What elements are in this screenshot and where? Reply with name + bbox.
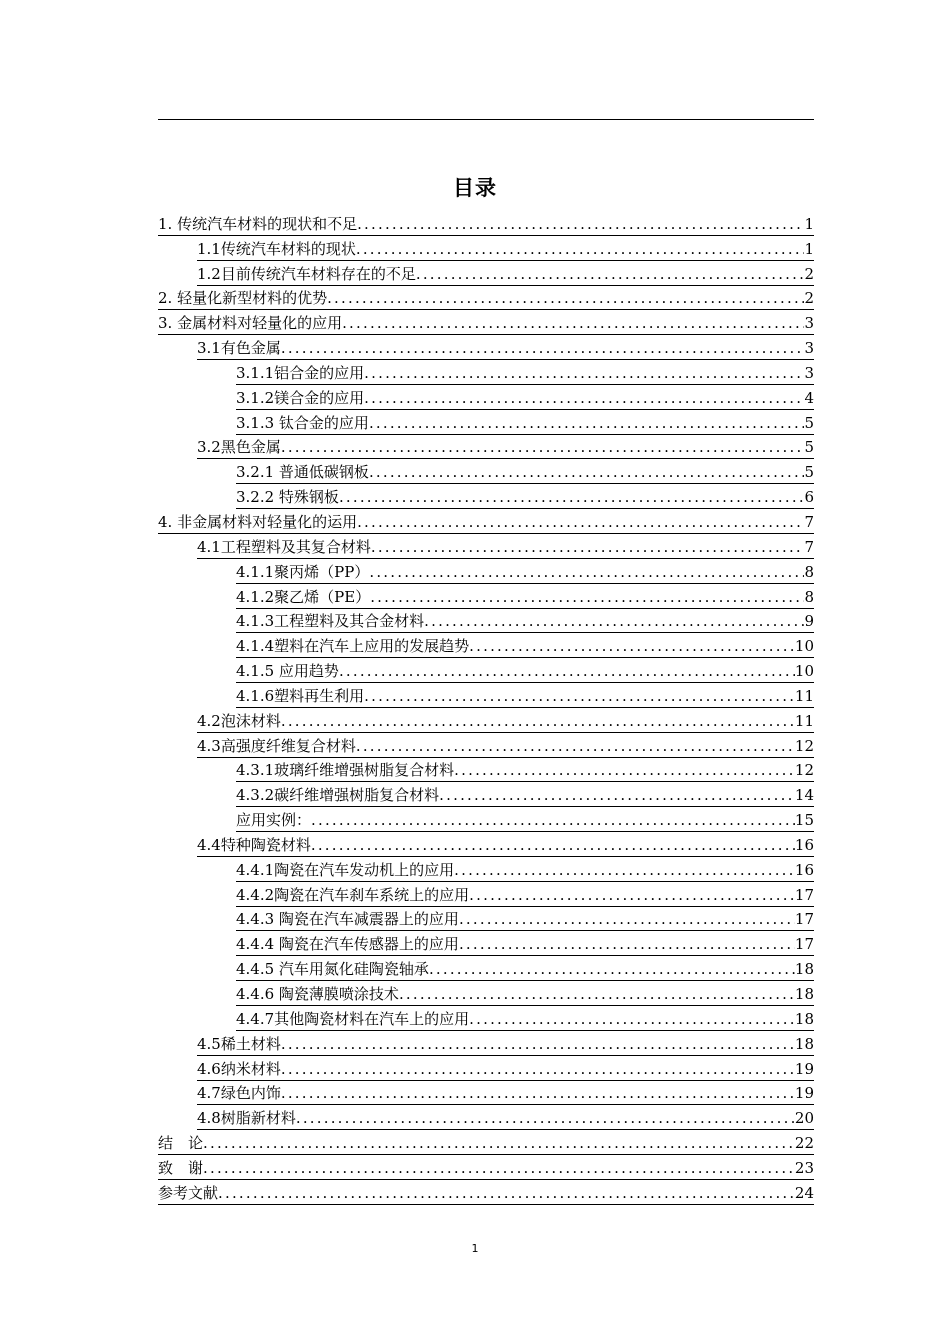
toc-entry-page: 5 bbox=[804, 438, 814, 457]
toc-entry[interactable] bbox=[197, 708, 814, 733]
toc-dot-leader bbox=[203, 1133, 795, 1154]
toc-entry-page: 8 bbox=[804, 587, 814, 606]
toc-entry[interactable] bbox=[236, 559, 814, 584]
toc-entry-label: 4.5稀土材料 bbox=[197, 1034, 281, 1053]
toc-entry-label: 4.4.2陶瓷在汽车刹车系统上的应用 bbox=[236, 885, 470, 904]
toc-dot-leader bbox=[357, 512, 804, 533]
toc-dot-leader bbox=[339, 661, 795, 682]
toc-entry[interactable] bbox=[236, 907, 814, 932]
toc-dot-leader bbox=[399, 984, 795, 1005]
toc-entry-label: 4.3.2碳纤维增强树脂复合材料 bbox=[236, 786, 440, 805]
toc-dot-leader bbox=[369, 413, 805, 434]
toc-entry-label: 3.1.2镁合金的应用 bbox=[236, 388, 365, 407]
toc-entry[interactable] bbox=[236, 758, 814, 783]
toc-entry-label: 4.1工程塑料及其复合材料 bbox=[197, 537, 371, 556]
toc-entry[interactable] bbox=[158, 1180, 814, 1205]
toc-entry-label: 3.2.1 普通低碳钢板 bbox=[236, 463, 369, 482]
toc-dot-leader bbox=[424, 611, 804, 632]
toc-title: 目录 bbox=[453, 176, 497, 200]
toc-dot-leader bbox=[439, 785, 795, 806]
toc-entry[interactable] bbox=[236, 782, 814, 807]
toc-dot-leader bbox=[203, 1158, 795, 1179]
toc-entry-page: 1 bbox=[804, 239, 814, 258]
toc-entry-label: 4.6纳米材料 bbox=[197, 1059, 281, 1078]
toc-entry-page: 1 bbox=[804, 214, 814, 233]
toc-dot-leader bbox=[416, 264, 805, 285]
toc-entry-page: 23 bbox=[794, 1158, 814, 1177]
toc-entry-label: 3. 金属材料对轻量化的应用 bbox=[158, 314, 343, 333]
toc-entry-label: 4.1.3工程塑料及其合金材料 bbox=[236, 612, 425, 631]
toc-entry-page: 5 bbox=[804, 413, 814, 432]
toc-entry-label: 4.4.3 陶瓷在汽车减震器上的应用 bbox=[236, 910, 459, 929]
toc-dot-leader bbox=[339, 487, 805, 508]
toc-entry-page: 6 bbox=[804, 488, 814, 507]
toc-entry-label: 参考文献 bbox=[158, 1183, 219, 1202]
toc-entry-page: 18 bbox=[794, 985, 814, 1003]
toc-entry-page: 3 bbox=[804, 314, 814, 333]
toc-entry-label: 4.3高强度纤维复合材料 bbox=[197, 736, 356, 755]
toc-entry-page: 7 bbox=[804, 537, 814, 556]
toc-entry-label: 1.1传统汽车材料的现状 bbox=[197, 239, 356, 258]
toc-entry-label: 3.2黑色金属 bbox=[197, 438, 281, 457]
toc-entry-label: 应用实例： bbox=[236, 811, 312, 830]
toc-dot-leader bbox=[356, 736, 795, 757]
toc-entry-page: 20 bbox=[794, 1109, 814, 1128]
toc-entry-page: 14 bbox=[794, 786, 814, 805]
toc-dot-leader bbox=[281, 1059, 795, 1080]
toc-entry[interactable] bbox=[197, 733, 814, 758]
toc-entry[interactable] bbox=[236, 360, 814, 385]
toc-dot-leader bbox=[281, 1083, 795, 1104]
toc-entry[interactable] bbox=[236, 484, 814, 509]
toc-entry-label: 4.4.1陶瓷在汽车发动机上的应用 bbox=[236, 860, 455, 879]
toc-dot-leader bbox=[469, 1009, 795, 1030]
toc-entry[interactable] bbox=[197, 435, 814, 460]
toc-entry[interactable] bbox=[158, 509, 814, 534]
toc-entry-page: 17 bbox=[794, 910, 814, 929]
toc-dot-leader bbox=[370, 587, 804, 608]
toc-entry[interactable] bbox=[236, 882, 814, 907]
toc-entry-page: 4 bbox=[804, 388, 814, 407]
toc-entry[interactable] bbox=[236, 459, 814, 484]
toc-dot-leader bbox=[364, 686, 795, 707]
toc-entry-page: 15 bbox=[794, 811, 814, 830]
toc-entry-page: 2 bbox=[804, 289, 814, 308]
toc-entry-page: 22 bbox=[794, 1134, 814, 1153]
toc-entry[interactable] bbox=[236, 981, 814, 1006]
toc-entry-label: 4.1.6塑料再生利用 bbox=[236, 686, 365, 705]
toc-entry-page: 3 bbox=[804, 339, 814, 358]
toc-entry-label: 4.4特种陶瓷材料 bbox=[197, 835, 311, 854]
toc-entry-label: 4.1.2聚乙烯（PE） bbox=[236, 587, 371, 606]
toc-entry-page: 10 bbox=[794, 662, 814, 681]
toc-entry-page: 17 bbox=[794, 935, 814, 954]
toc-entry[interactable] bbox=[236, 956, 814, 981]
toc-entry[interactable] bbox=[158, 211, 814, 236]
toc-dot-leader bbox=[364, 388, 804, 409]
toc-entry-label: 4.8树脂新材料 bbox=[197, 1109, 296, 1128]
toc-dot-leader bbox=[469, 636, 795, 657]
toc-entry-label: 3.2.2 特殊钢板 bbox=[236, 488, 339, 507]
toc-entry-label: 4.4.7其他陶瓷材料在汽车上的应用 bbox=[236, 1009, 470, 1028]
toc-entry-label: 4. 非金属材料对轻量化的运用 bbox=[158, 512, 358, 531]
toc-entry[interactable] bbox=[197, 1031, 814, 1056]
toc-entry-page: 18 bbox=[794, 960, 814, 979]
toc-entry-page: 5 bbox=[804, 463, 814, 482]
toc-dot-leader bbox=[364, 363, 804, 384]
toc-entry[interactable] bbox=[197, 261, 814, 286]
toc-dot-leader bbox=[429, 959, 795, 980]
toc-entry-label: 3.1.3 钛合金的应用 bbox=[236, 413, 369, 432]
toc-dot-leader bbox=[369, 462, 805, 483]
toc-entry[interactable] bbox=[158, 310, 814, 335]
toc-entry-label: 4.2泡沫材料 bbox=[197, 711, 281, 730]
table-of-contents bbox=[158, 211, 814, 1205]
toc-entry-label: 4.1.4塑料在汽车上应用的发展趋势 bbox=[236, 637, 470, 656]
toc-dot-leader bbox=[281, 711, 795, 732]
toc-dot-leader bbox=[281, 1034, 795, 1055]
toc-dot-leader bbox=[281, 437, 805, 458]
toc-entry-page: 18 bbox=[794, 1009, 814, 1028]
toc-entry-label: 4.3.1玻璃纤维增强树脂复合材料 bbox=[236, 761, 455, 780]
toc-entry-label: 2. 轻量化新型材料的优势 bbox=[158, 289, 328, 308]
toc-entry-label: 4.7绿色内饰 bbox=[197, 1084, 281, 1103]
toc-entry[interactable] bbox=[236, 658, 814, 683]
toc-entry[interactable] bbox=[236, 857, 814, 882]
toc-entry[interactable] bbox=[236, 410, 814, 435]
toc-dot-leader bbox=[311, 835, 795, 856]
toc-entry-page: 17 bbox=[794, 885, 814, 904]
toc-dot-leader bbox=[356, 239, 805, 260]
toc-entry-label: 结 论 bbox=[158, 1134, 204, 1153]
header-rule bbox=[158, 119, 814, 120]
toc-dot-leader bbox=[342, 313, 804, 334]
toc-dot-leader bbox=[311, 810, 795, 831]
toc-entry-page: 19 bbox=[794, 1059, 814, 1078]
toc-dot-leader bbox=[459, 909, 795, 930]
toc-entry[interactable] bbox=[197, 832, 814, 857]
toc-entry[interactable] bbox=[236, 609, 814, 634]
toc-entry[interactable] bbox=[236, 931, 814, 956]
toc-entry[interactable] bbox=[197, 1056, 814, 1081]
toc-entry[interactable] bbox=[236, 584, 814, 609]
toc-entry-page: 8 bbox=[804, 562, 814, 581]
toc-entry-page: 24 bbox=[794, 1183, 814, 1202]
toc-entry-page: 19 bbox=[794, 1084, 814, 1103]
toc-dot-leader bbox=[459, 934, 795, 955]
toc-entry-label: 4.1.5 应用趋势 bbox=[236, 662, 339, 681]
toc-entry[interactable] bbox=[158, 1130, 814, 1155]
toc-entry[interactable] bbox=[236, 385, 814, 410]
toc-entry-page: 9 bbox=[804, 612, 814, 631]
toc-entry-page: 2 bbox=[804, 264, 814, 283]
toc-entry[interactable] bbox=[236, 807, 814, 832]
toc-dot-leader bbox=[357, 214, 804, 235]
toc-dot-leader bbox=[369, 562, 804, 583]
toc-entry[interactable] bbox=[197, 534, 814, 559]
toc-dot-leader bbox=[469, 885, 795, 906]
toc-dot-leader bbox=[454, 760, 795, 781]
toc-entry-label: 3.1有色金属 bbox=[197, 339, 281, 358]
toc-entry-page: 18 bbox=[794, 1034, 814, 1053]
toc-entry-page: 7 bbox=[804, 512, 814, 531]
toc-entry[interactable] bbox=[197, 335, 814, 360]
toc-entry-label: 3.1.1铝合金的应用 bbox=[236, 363, 365, 382]
toc-dot-leader bbox=[281, 338, 805, 359]
toc-entry-page: 3 bbox=[804, 363, 814, 382]
toc-entry[interactable] bbox=[158, 1155, 814, 1180]
toc-entry[interactable] bbox=[158, 286, 814, 311]
toc-entry[interactable] bbox=[236, 1006, 814, 1031]
toc-entry-label: 4.4.6 陶瓷薄膜喷涂技术 bbox=[236, 985, 399, 1003]
toc-entry-page: 11 bbox=[794, 686, 814, 705]
toc-entry[interactable] bbox=[236, 683, 814, 708]
toc-entry-page: 11 bbox=[794, 711, 814, 730]
toc-dot-leader bbox=[218, 1183, 795, 1204]
toc-dot-leader bbox=[454, 860, 795, 881]
toc-entry[interactable] bbox=[197, 1081, 814, 1106]
toc-entry-page: 16 bbox=[794, 835, 814, 854]
toc-entry-label: 4.4.5 汽车用氮化硅陶瓷轴承 bbox=[236, 960, 429, 979]
toc-entry-label: 致 谢 bbox=[158, 1158, 204, 1177]
toc-dot-leader bbox=[327, 288, 804, 309]
toc-entry-page: 16 bbox=[794, 860, 814, 879]
toc-dot-leader bbox=[296, 1108, 795, 1129]
toc-dot-leader bbox=[371, 537, 805, 558]
page-number: 1 bbox=[471, 1242, 479, 1255]
toc-entry-label: 1. 传统汽车材料的现状和不足 bbox=[158, 214, 358, 233]
toc-entry[interactable] bbox=[197, 236, 814, 261]
toc-entry-label: 4.1.1聚丙烯（PP） bbox=[236, 562, 370, 581]
toc-entry[interactable] bbox=[236, 633, 814, 658]
toc-entry-page: 10 bbox=[794, 637, 814, 656]
toc-entry-page: 12 bbox=[794, 736, 814, 755]
toc-entry-label: 4.4.4 陶瓷在汽车传感器上的应用 bbox=[236, 935, 459, 954]
toc-entry-label: 1.2目前传统汽车材料存在的不足 bbox=[197, 264, 416, 283]
toc-entry-page: 12 bbox=[794, 761, 814, 780]
toc-entry[interactable] bbox=[197, 1105, 814, 1130]
